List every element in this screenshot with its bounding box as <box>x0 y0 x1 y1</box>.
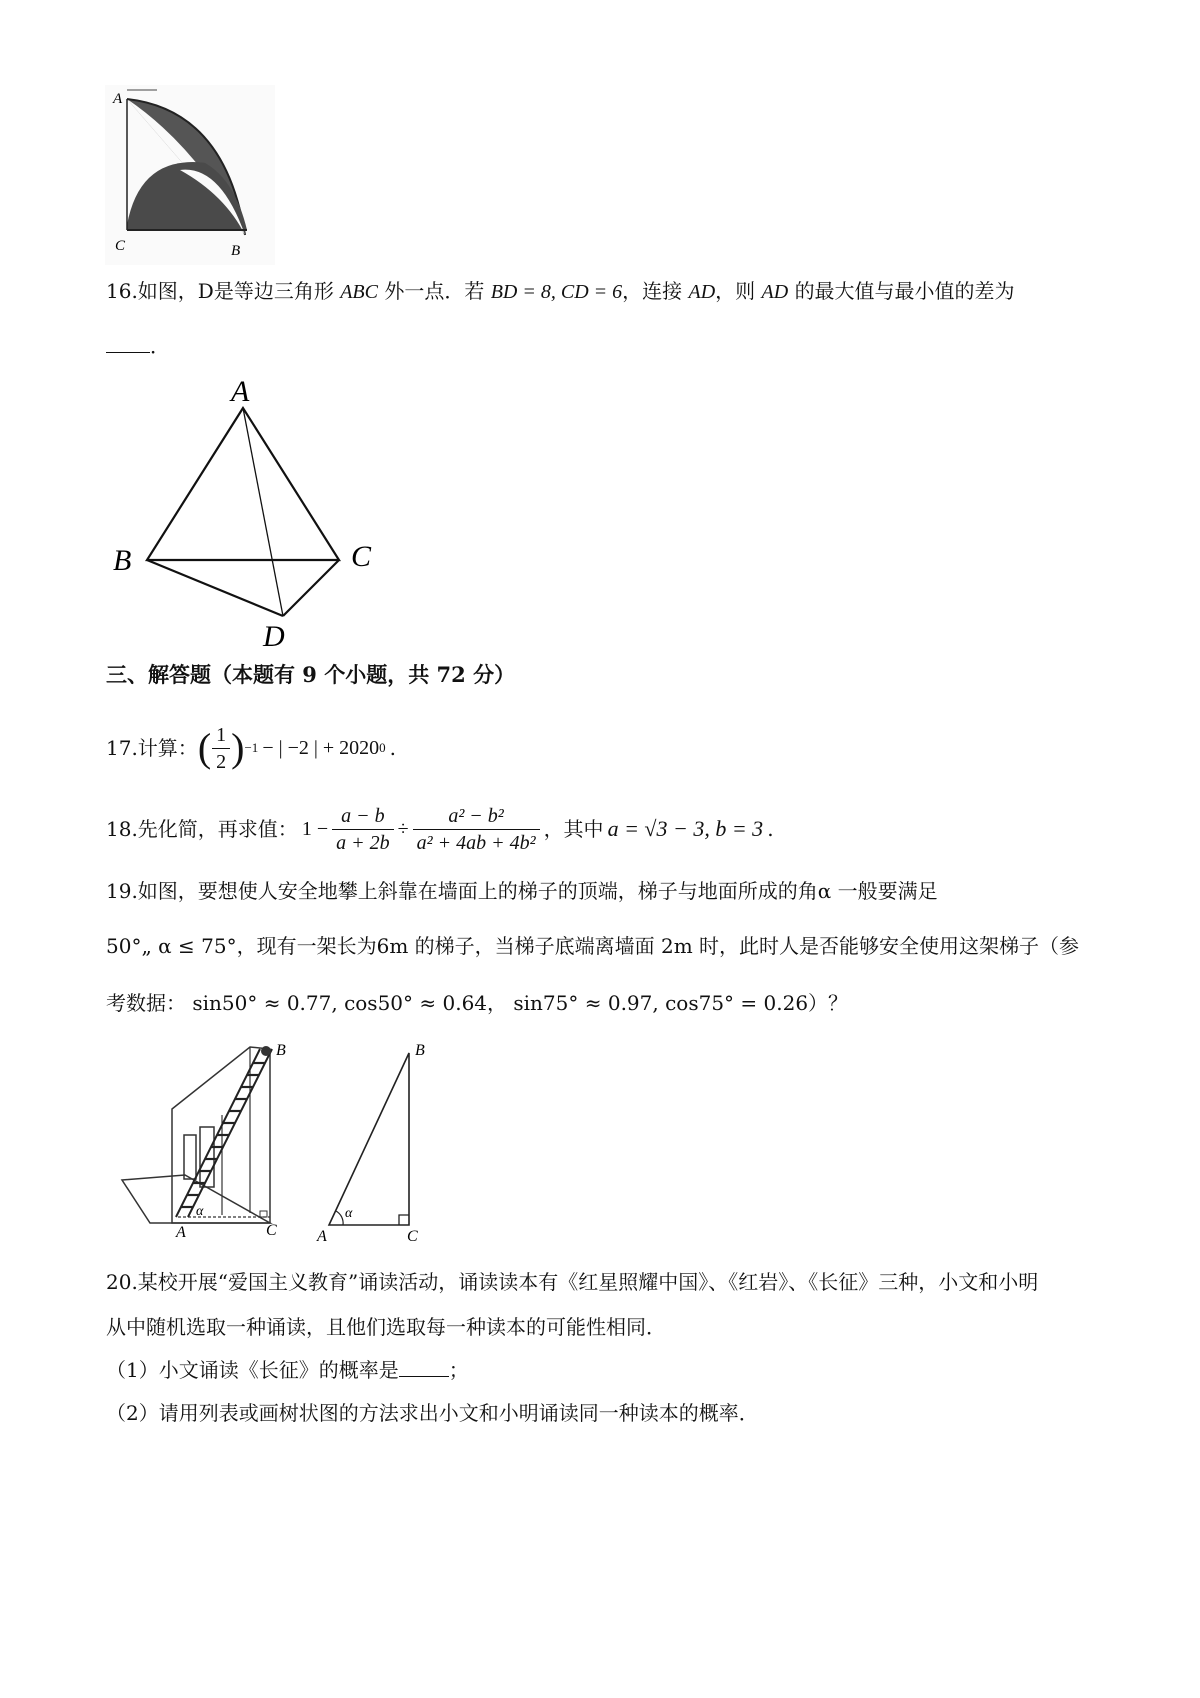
q16-figure <box>105 370 395 655</box>
q16-fig-label-c: C <box>351 540 372 573</box>
q18-question <box>106 796 774 862</box>
q17-prefix: 17.计算： <box>106 736 198 760</box>
q18-f2-denominator: a² + 4ab + 4b² <box>416 831 536 854</box>
q16-ad-2: AD <box>761 281 789 303</box>
q16-abc: ABC <box>340 281 378 303</box>
q18-prefix: 18.先化简，再求值： <box>106 817 298 841</box>
q16-condition: BD = 8, CD = 6 <box>490 281 623 303</box>
q17-end: . <box>389 736 397 760</box>
q18-mid: ，其中 <box>543 817 604 841</box>
q17-exponent-zero: 0 <box>379 740 386 755</box>
q18-f1-numerator: a − b <box>332 803 394 830</box>
q15-label-a: A <box>113 91 123 107</box>
q17-question: 17.计算： ( $\frac{1}{2}$ ) −1 − | −2 | + 2020 0 . <box>106 723 397 773</box>
q16-mid1: 外一点．若 <box>384 279 485 303</box>
q19-line-3: 考数据： sin50° ≈ 0.77, cos50° ≈ 0.64， sin75° ≈ 0.97, cos75° = 0.26）？ <box>106 991 849 1015</box>
q15-label-b: B <box>231 243 241 259</box>
q15-label-c: C <box>115 238 126 254</box>
q20-part-1-text: （1）小文诵读《长征》的概率是 <box>106 1358 399 1382</box>
q18-condition: a = √3 − 3, b = 3 <box>607 816 764 841</box>
q19-left-label-alpha: α <box>196 1204 204 1219</box>
q17-numerator: 1 <box>212 722 230 749</box>
q18-fraction-2 <box>413 803 540 856</box>
q19-line-2: 50°„ α ≤ 75°，现有一架长为6m 的梯子，当梯子底端离墙面 2m 时，此时人是否能够安全使用这架梯子（参 <box>106 934 1080 958</box>
q20-answer-blank[interactable] <box>399 1358 449 1377</box>
q18-divide: ÷ <box>397 818 409 840</box>
q16-ad-1: AD <box>688 281 716 303</box>
q19-figure-ladder <box>110 1035 310 1245</box>
q15-figure <box>105 85 275 265</box>
q16-fig-label-a: A <box>231 375 250 408</box>
q18-f2-numerator: a² − b² <box>413 803 540 830</box>
q19-right-label-alpha: α <box>345 1206 353 1221</box>
q16-fig-label-d: D <box>263 620 285 653</box>
q16-mid3: ，则 <box>715 279 756 303</box>
q19-right-label-a: A <box>317 1228 327 1245</box>
q18-fraction-1 <box>332 803 394 856</box>
q17-denominator: 2 <box>216 750 227 773</box>
q16-mid2: ，连接 <box>622 279 683 303</box>
q18-end: . <box>767 817 774 841</box>
q16-end: ． <box>150 334 170 358</box>
q18-f1-denominator: a + 2b <box>336 831 390 854</box>
q20-line-1: 20.某校开展“爱国主义教育”诵读活动，诵读读本有《红星照耀中国》、《红岩》、《长征》三种，小文和小明 <box>106 1270 1039 1294</box>
q20-part-1 <box>106 1356 469 1384</box>
q16-question <box>106 277 1015 306</box>
q19-left-label-b: B <box>276 1042 286 1059</box>
q16-prefix: 16.如图，D是等边三角形 <box>106 279 334 303</box>
q19-left-label-c: C <box>266 1222 277 1239</box>
q16-tail: 的最大值与最小值的差为 <box>794 279 1015 303</box>
q19-figure-triangle <box>315 1035 445 1245</box>
q19-right-label-b: B <box>415 1042 425 1059</box>
q19-left-label-a: A <box>176 1224 186 1241</box>
q20-part-1-end: ； <box>448 1358 469 1382</box>
q17-rest: − | −2 | + 2020 <box>262 737 380 759</box>
section-3-title: 三、解答题（本题有 9 个小题，共 72 分） <box>106 662 516 687</box>
q17-exponent: −1 <box>244 740 259 755</box>
q18-one: 1 − <box>301 818 329 840</box>
q17-fraction <box>212 722 230 775</box>
q16-answer-blank[interactable] <box>106 334 150 353</box>
q20-part-2: （2）请用列表或画树状图的方法求出小文和小明诵读同一种读本的概率． <box>106 1401 759 1425</box>
q19-right-label-c: C <box>407 1228 418 1245</box>
q16-answer-line <box>106 332 170 360</box>
q20-line-2: 从中随机选取一种诵读，且他们选取每一种读本的可能性相同． <box>106 1315 666 1339</box>
q16-fig-label-b: B <box>113 544 132 577</box>
q19-line-1: 19.如图，要想使人安全地攀上斜靠在墙面上的梯子的顶端，梯子与地面所成的角α 一般要满足 <box>106 879 938 903</box>
